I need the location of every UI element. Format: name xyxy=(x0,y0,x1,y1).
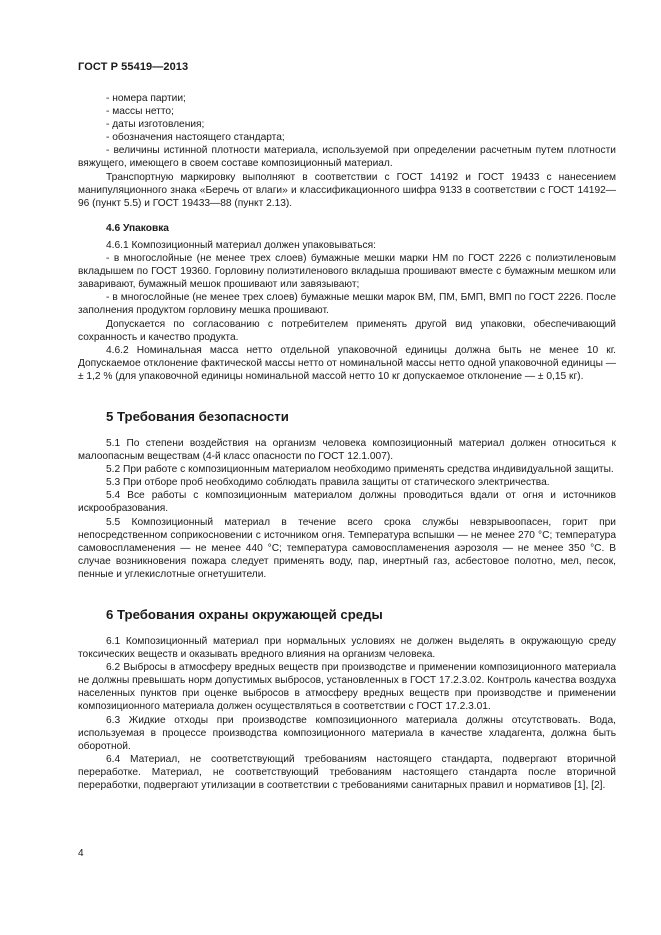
section-heading: 6 Требования охраны окружающей среды xyxy=(106,607,383,622)
section-heading: 5 Требования безопасности xyxy=(106,408,289,424)
paragraph: Допускается по согласованию с потребителем применять другой вид упаковки, обеспечивающий сохранность и качество продукта. xyxy=(78,318,616,343)
paragraph: 5.5 Композиционный материал в течение всего срока службы невзрывоопасен, горит при непосредственном соприкосновении с источником огня. Температура вспышки — не менее 270 °С; температура самовоспламенения — не менее 440 °С; температура самовоспламенения аэрозоля — не менее 350 °С. В случае возникновения пожара следует применять воду, пар, инертный газ, асбестовое полотно, мел, песок, пенные и углекислотные огнетушители. xyxy=(78,516,616,580)
paragraph: 5.3 При отборе проб необходимо соблюдать правила защиты от статического электричества. xyxy=(106,477,550,489)
list-item: - в многослойные (не менее трех слоев) бумажные мешки марок ВМ, ПМ, БМП, ВМП по ГОСТ 2226. После заполнения продуктом горловину мешка прошивают. xyxy=(78,292,616,317)
paragraph: 5.4 Все работы с композиционным материалом должны проводиться вдали от огня и источников искрообразования. xyxy=(78,490,616,515)
list-item: - в многослойные (не менее трех слоев) бумажные мешки марки НМ по ГОСТ 2226 с полиэтиленовым вкладышем по ГОСТ 19360. Горловину полиэтиленового вкладыша прошивают вместе с бумажным мешком или заваривают, бумажный мешок прошивают или завязывают; xyxy=(78,253,616,291)
paragraph: 5.2 При работе с композиционным материалом необходимо применять средства индивидуальной защиты. xyxy=(106,464,614,476)
paragraph: 6.1 Композиционный материал при нормальных условиях не должен выделять в окружающую среду токсических веществ и оказывать вредного влияния на организм человека. xyxy=(78,636,616,661)
paragraph: 6.2 Выбросы в атмосферу вредных веществ при производстве и применении композиционного материала не должны превышать норм допустимых выбросов, установленных в ГОСТ 17.2.3.02. Контроль качества воздуха населенных пунктов при оценке выбросов в атмосферу вредных веществ при производстве и применении композиционного материала должен осуществляться в соответствии с ГОСТ 17.2.3.01. xyxy=(78,662,616,713)
document-header: ГОСТ Р 55419—2013 xyxy=(78,61,189,73)
paragraph: 4.6.2 Номинальная масса нетто отдельной упаковочной единицы должна быть не менее 10 кг. Допускаемое отклонение фактической массы нетто от номинальной массы нетто одной упаковочной единицы — ± 1,2 % (для упаковочной единицы номинальной массой нетто 10 кг допускаемое отклонение — ± 0,15 кг). xyxy=(78,344,616,382)
paragraph: Транспортную маркировку выполняют в соответствии с ГОСТ 14192 и ГОСТ 19433 с нанесением манипуляционного знака «Беречь от влаги» и классификационного шифра 9133 в соответствии с ГОСТ 14192—96 (пункт 5.5) и ГОСТ 19433—88 (пункт 2.13). xyxy=(78,171,616,209)
subsection-heading: 4.6 Упаковка xyxy=(106,222,169,234)
list-item: - номера партии; xyxy=(106,93,186,104)
page-number: 4 xyxy=(78,848,84,859)
list-item: - величины истинной плотности материала, используемой при определении расчетным путем плотности вяжущего, имеющего в своем составе композиционный материал. xyxy=(78,145,616,170)
paragraph: 6.3 Жидкие отходы при производстве композиционного материала должны отсутствовать. Вода, используемая в процессе производства композиционного материала в качестве хладагента, должна быть оборотной. xyxy=(78,714,616,752)
document-body xyxy=(78,92,616,792)
paragraph: 6.4 Материал, не соответствующий требованиям настоящего стандарта, подвергают вторичной переработке. Материал, не соответствующий требованиям настоящего стандарта после вторичной переработки, подвергают утилизации в соответствии с требованиями санитарных правил и нормативов [1], [2]. xyxy=(78,753,616,792)
paragraph: 5.1 По степени воздействия на организм человека композиционный материал должен относиться к малоопасным веществам (4-й класс опасности по ГОСТ 12.1.007). xyxy=(78,437,616,463)
list-item: - обозначения настоящего стандарта; xyxy=(106,132,285,144)
paragraph: 4.6.1 Композиционный материал должен упаковываться: xyxy=(106,239,376,251)
list-item: - массы нетто; xyxy=(106,106,174,118)
list-item: - даты изготовления; xyxy=(106,119,205,131)
